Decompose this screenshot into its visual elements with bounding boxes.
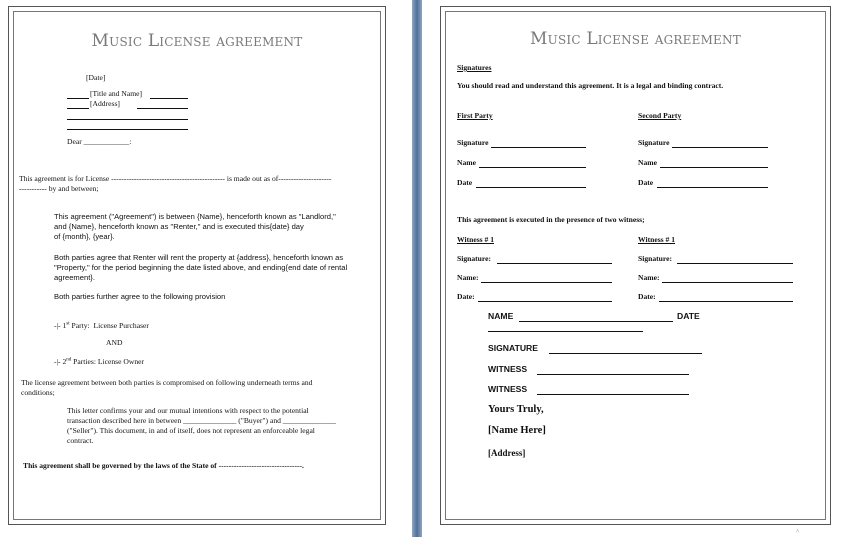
witness-two-heading: Witness # 1 [638, 235, 675, 244]
witness-caps-label-2: WITNESS [488, 384, 528, 394]
witness-two-date-line [659, 301, 793, 302]
right-document-page [440, 6, 831, 525]
license-line-cont: ----------- by and between; [19, 184, 99, 193]
date-caps-label: DATE [677, 311, 700, 321]
witness-one-signature-line [497, 263, 612, 264]
witness-one-name-label: Name: [457, 273, 479, 282]
witness-two-name-label: Name: [638, 273, 660, 282]
page-divider [412, 0, 422, 537]
second-signature-line [672, 147, 768, 148]
blank-line [67, 119, 188, 120]
name-caps-label: NAME [488, 311, 514, 321]
second-signature-label: Signature [638, 138, 670, 147]
letter-line-1: This letter confirms your and our mutual intentions with respect to the potential [67, 406, 309, 415]
first-name-line [479, 167, 586, 168]
terms-line-1: The license agreement between both parties is compromised on following underneath terms and [21, 378, 313, 387]
address-here-placeholder: [Address] [488, 448, 526, 458]
paragraph-1-line-3: of {month}, {year}. [54, 232, 115, 241]
paragraph-1-line-2: and {Name}, henceforth known as "Renter," and is executed this{date} day [54, 222, 304, 231]
blank-line [67, 108, 89, 109]
first-party-label: Party: [69, 321, 90, 330]
witness-caps-label-1: WITNESS [488, 364, 528, 374]
title-name-placeholder: [Title and Name] [90, 89, 143, 98]
paragraph-2-line-1: Both parties agree that Renter will rent the property at {address}, henceforth known as [54, 253, 344, 262]
blank-line [67, 129, 188, 130]
first-party-heading: First Party [457, 111, 493, 120]
date-placeholder: [Date] [86, 73, 106, 82]
first-date-label: Date [457, 178, 473, 187]
name-here-placeholder: [Name Here] [488, 425, 546, 436]
governing-law-line: This agreement shall be governed by the laws of the State of ---------------------------------. [23, 461, 304, 470]
witness-two-signature-line [677, 263, 793, 264]
first-date-line [476, 187, 586, 188]
second-date-label: Date [638, 178, 654, 187]
first-name-label: Name [457, 158, 476, 167]
paragraph-2-line-3: agreement}. [54, 273, 95, 282]
blank-line [137, 108, 188, 109]
witness-two-signature-label: Signature: [638, 254, 673, 263]
letter-line-2: transaction described here in between ______________ ("Buyer") and ______________ [67, 416, 336, 425]
second-name-label: Name [638, 158, 657, 167]
letter-line-3: ("Seller"). This document, in and of itself, does not represent an enforceable legal [67, 426, 315, 435]
yours-truly: Yours Truly, [488, 404, 544, 415]
name-caps-line [519, 321, 673, 322]
blank-line [67, 98, 89, 99]
address-placeholder: [Address] [90, 99, 120, 108]
witness-one-date-label: Date: [457, 292, 475, 301]
document-title: Music License agreement [91, 31, 303, 51]
witness-one-signature-label: Signature: [457, 254, 492, 263]
understand-text: You should read and understand this agreement. It is a legal and binding contract. [457, 81, 724, 90]
witness-two-date-label: Date: [638, 292, 656, 301]
second-date-line [657, 187, 768, 188]
second-party-line [54, 357, 144, 366]
paragraph-1-line-1: This agreement ("Agreement") is between {Name}, henceforth known as "Landlord," [54, 212, 336, 221]
and-text: AND [106, 338, 123, 347]
witness-caps-line-1 [537, 374, 689, 375]
terms-line-2: conditions; [21, 388, 55, 397]
first-party-prefix: -|- 1 [54, 321, 67, 330]
first-party-line [54, 321, 149, 330]
signature-caps-line [549, 353, 702, 354]
signatures-heading: Signatures [457, 63, 492, 72]
first-party-sup: st [66, 321, 70, 327]
witness-intro: This agreement is executed in the presence of two witness; [457, 215, 645, 224]
second-party-label: Parties: [71, 357, 96, 366]
second-party-role: License Owner [97, 357, 145, 366]
first-signature-line [491, 147, 586, 148]
second-name-line [660, 167, 768, 168]
paragraph-2-line-2: "Property," for the period beginning the date listed above, and ending{end date of rental [54, 263, 348, 272]
name-caps-line-cont [488, 331, 643, 332]
witness-caps-line-2 [537, 394, 689, 395]
witness-one-name-line [481, 282, 612, 283]
witness-two-name-line [662, 282, 793, 283]
blank-line [150, 98, 188, 99]
witness-one-heading: Witness # 1 [457, 235, 494, 244]
first-signature-label: Signature [457, 138, 489, 147]
left-document-page [8, 6, 386, 525]
first-party-role: License Purchaser [93, 321, 149, 330]
dear-line: Dear ____________: [67, 137, 132, 146]
license-line: This agreement is for License --------------------------------------------- is made out as of--------------------- [19, 174, 332, 183]
signature-caps-label: SIGNATURE [488, 343, 538, 353]
document-title: Music License agreement [530, 29, 741, 49]
second-party-heading: Second Party [638, 111, 682, 120]
second-party-sup: nd [66, 357, 72, 363]
witness-one-date-line [478, 301, 612, 302]
letter-line-4: contract. [67, 436, 94, 445]
paragraph-3: Both parties further agree to the following provision [54, 292, 226, 301]
second-party-prefix: -|- 2 [54, 357, 67, 366]
corner-mark-icon: ^ [796, 528, 800, 536]
